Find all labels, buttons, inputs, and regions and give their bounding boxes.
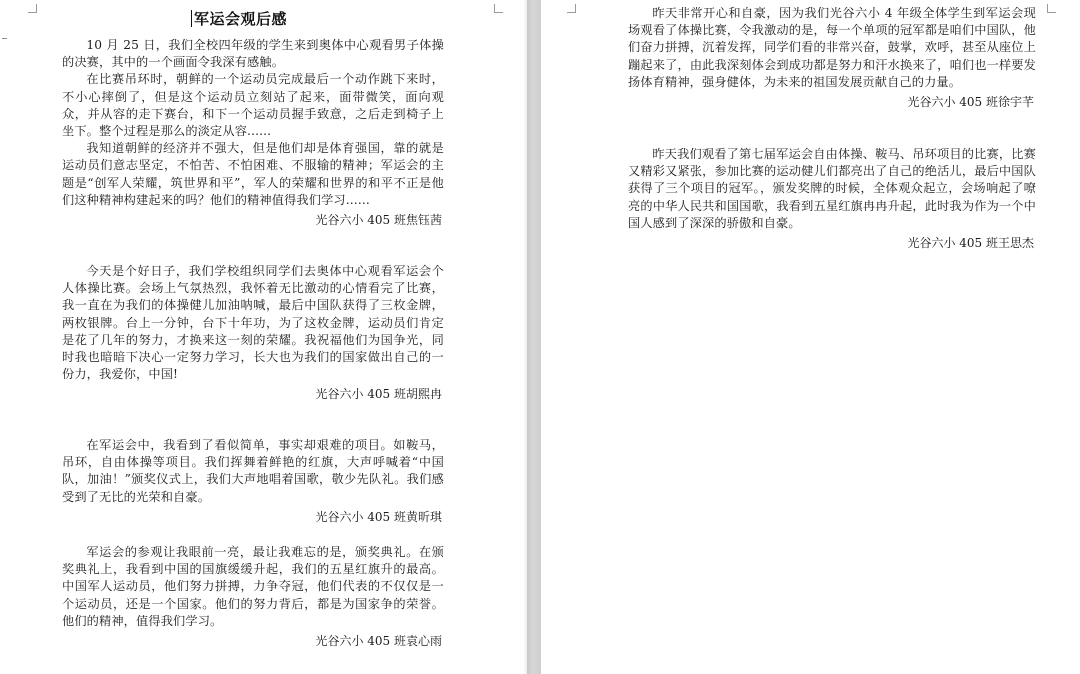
essay-entry bbox=[62, 437, 444, 526]
essay-paragraph: 10 月 25 日，我们全校四年级的学生来到奥体中心观看男子体操的决赛，其中的一个画面令我深有感触。 bbox=[62, 38, 444, 70]
text-cursor bbox=[191, 10, 192, 27]
margin-tick-mark bbox=[2, 38, 7, 39]
document-title bbox=[191, 8, 287, 29]
author-signature: 光谷六小 405 班胡熙冉 bbox=[315, 387, 442, 402]
essay-paragraph: 在比赛吊环时，朝鲜的一个运动员完成最后一个动作跳下来时，不小心摔倒了，但是这个运动员立刻站了起来，面带微笑，面向观众，并从容的走下赛台，和下一个运动员握手致意，之后走到椅子上坐下。整个过程是那么的淡定从容...... bbox=[62, 72, 444, 139]
margin-corner-mark bbox=[28, 4, 37, 13]
author-signature: 光谷六小 405 班徐宇芊 bbox=[907, 95, 1034, 110]
essay-paragraph: 在军运会中，我看到了看似简单，事实却艰难的项目。如鞍马，吊环，自由体操等项目。我们挥舞着鲜艳的红旗，大声呼喊着“中国队，加油！”颁奖仪式上，我们大声地唱着国歌，敬少先队礼。我们感受到了无比的光荣和自豪。 bbox=[62, 438, 444, 504]
margin-corner-mark bbox=[1047, 4, 1056, 13]
margin-corner-mark bbox=[567, 4, 576, 13]
essay-entry bbox=[62, 37, 444, 229]
author-signature: 光谷六小 405 班焦钰茜 bbox=[315, 213, 442, 228]
essay-entry bbox=[62, 544, 444, 650]
author-signature: 光谷六小 405 班袁心雨 bbox=[315, 634, 442, 649]
page-gutter bbox=[527, 0, 541, 674]
essay-paragraph: 军运会的参观让我眼前一亮，最让我难忘的是，颁奖典礼。在颁奖典礼上，我看到中国的国旗缓缓升起，我们的五星红旗升的最高。中国军人运动员，他们努力拼搏，力争夺冠，他们代表的不仅仅是一个运动员，还是一个国家。他们的努力背后，都是为国家争的荣誉。他们的精神，值得我们学习。 bbox=[62, 545, 444, 628]
author-signature: 光谷六小 405 班黄昕琪 bbox=[315, 509, 442, 524]
essay-paragraph: 今天是个好日子，我们学校组织同学们去奥体中心观看军运会个人体操比赛。会场上气氛热烈，我怀着无比激动的心情看完了比赛，我一直在为我们的体操健儿加油呐喊，最后中国队获得了三枚金牌，两枚银牌。台上一分钟，台下十年功，为了这枚金牌，运动员们肯定是花了几年的努力，才换来这一刻的荣耀。我祝福他们为国争光，同时我也暗暗下决心一定努力学习，长大也为我们的国家做出自己的一份力，我爱你，中国! bbox=[62, 264, 444, 382]
essay-entry bbox=[62, 263, 444, 403]
margin-corner-mark bbox=[494, 4, 503, 13]
document-title-text: 军运会观后感 bbox=[194, 10, 288, 28]
essay-paragraph: 昨天非常开心和自豪，因为我们光谷六小 4 年级全体学生到军运会现场观看了体操比赛，令我激动的是，每一个单项的冠军都是咱们中国队，他们奋力拼搏，沉着发挥，同学们看的非常兴奋，鼓掌，欢呼，甚至从座位上蹦起来了，由此我深刻体会到成功都是努力和汗水换来了，咱们也一样要发扬体育精神，强身健体，为未来的祖国发展贡献自己的力量。 bbox=[628, 6, 1036, 89]
document-page-right[interactable] bbox=[541, 0, 1080, 674]
document-page-left[interactable] bbox=[0, 0, 527, 674]
author-signature: 光谷六小 405 班王思杰 bbox=[907, 236, 1034, 251]
essay-paragraph: 昨天我们观看了第七届军运会自由体操、鞍马、吊环项目的比赛，比赛又精彩又紧张，参加比赛的运动健儿们都亮出了自己的绝活儿，最后中国队获得了三个项目的冠军。，颁发奖牌的时候，全体观众起立，会场响起了嘹亮的中华人民共和国国歌，我看到五星红旗冉冉升起，此时我为作为一个中国人感到了深深的骄傲和自豪。 bbox=[628, 147, 1036, 230]
essay-paragraph: 我知道朝鲜的经济并不强大，但是他们却是体育强国，靠的就是运动员们意志坚定，不怕苦、不怕困难、不服输的精神；军运会的主题是“创军人荣耀，筑世界和平”，军人的荣耀和世界的和平不正是他们这种精神构建起来的吗？他们的精神值得我们学习...... bbox=[62, 141, 444, 207]
